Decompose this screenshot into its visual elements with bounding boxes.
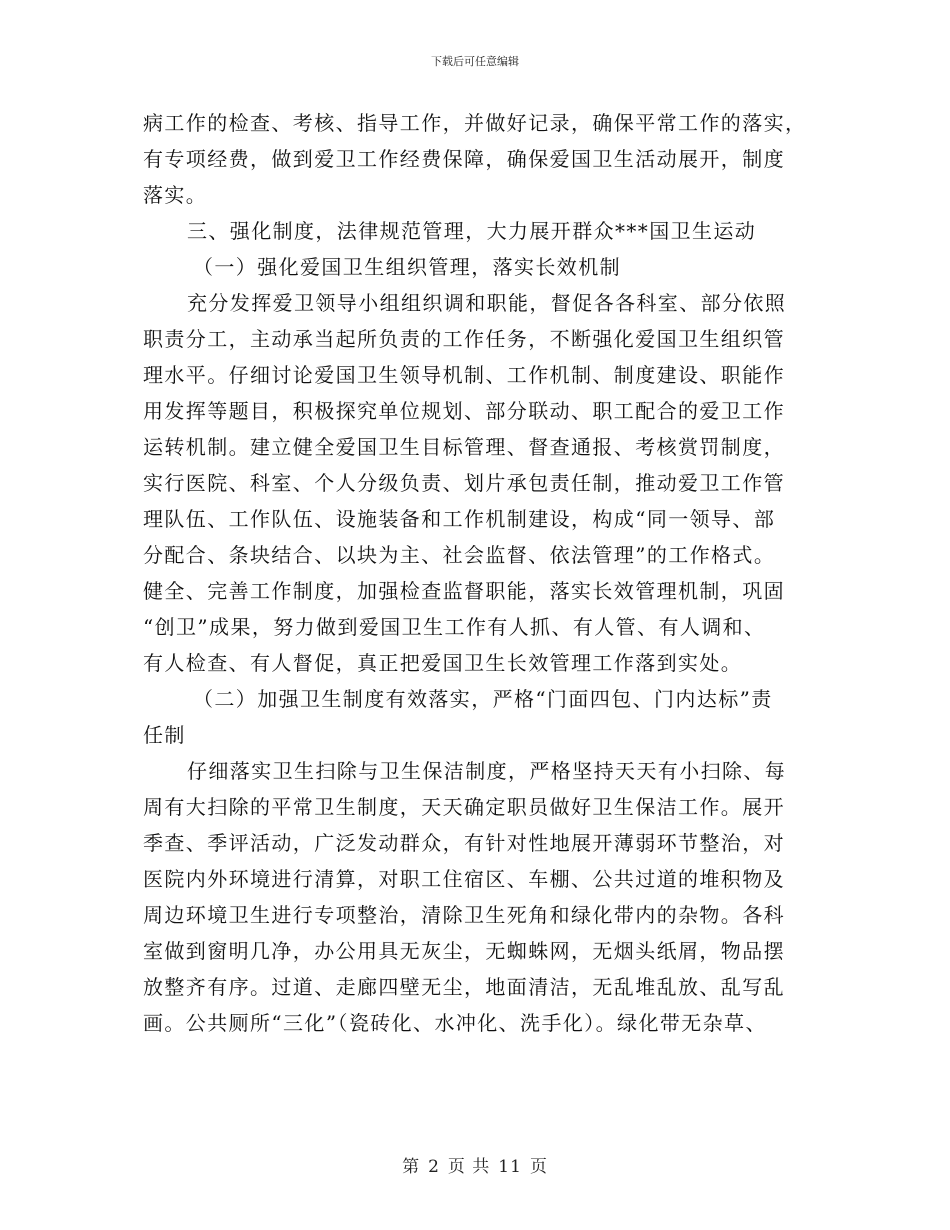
- body-line: 充分发挥爱卫领导小组组织调和职能，督促各各科室、部分依照: [187, 291, 787, 315]
- document-body: [143, 105, 807, 1041]
- body-line: 分配合、条块结合、以块为主、社会监督、依法管理”的工作格式。: [143, 543, 776, 567]
- body-line: 用发挥等题目，积极探究单位规划、部分联动、职工配合的爱卫工作: [143, 399, 785, 423]
- body-line: 运转机制。建立健全爱国卫生目标管理、督查通报、考核赏罚制度，: [143, 435, 785, 459]
- body-line: 落实。: [143, 183, 208, 207]
- body-line: 有人检查、有人督促，真正把爱国卫生长效管理工作落到实处。: [143, 651, 743, 675]
- subsection-heading-continued: 任制: [143, 723, 186, 747]
- body-line: 理队伍、工作队伍、设施装备和工作机制建设，构成“同一领导、部: [143, 507, 776, 531]
- body-line: 职责分工，主动承当起所负责的工作任务，不断强化爱国卫生组织管: [143, 327, 785, 351]
- page-total: 11: [498, 1157, 522, 1177]
- body-line: 仔细落实卫生扫除与卫生保洁制度，严格坚持天天有小扫除、每: [187, 759, 787, 783]
- body-line: 画。公共厕所“三化”（瓷砖化、水冲化、洗手化）。绿化带无杂草、: [143, 1011, 767, 1035]
- body-line: 病工作的检查、考核、指导工作，并做好记录，确保平常工作的落实，: [143, 111, 807, 135]
- page-footer: [0, 1152, 950, 1177]
- body-line: 放整齐有序。过道、走廊四壁无尘，地面清洁，无乱堆乱放、乱写乱: [143, 975, 785, 999]
- body-line: 室做到窗明几净，办公用具无灰尘，无蜘蛛网，无烟头纸屑，物品摆: [143, 939, 785, 963]
- body-line: 周有大扫除的平常卫生制度，天天确定职员做好卫生保洁工作。展开: [143, 795, 785, 819]
- section-heading: 三、强化制度，法律规范管理，大力展开群众***国卫生运动: [187, 219, 757, 243]
- page-footer-middle: 页 共: [447, 1157, 491, 1177]
- page-footer-prefix: 第: [402, 1157, 421, 1177]
- body-line: 实行医院、科室、个人分级负责、划片承包责任制，推动爱卫工作管: [143, 471, 785, 495]
- body-line: 理水平。仔细讨论爱国卫生领导机制、工作机制、制度建设、职能作: [143, 363, 785, 387]
- subsection-heading: （一）强化爱国卫生组织管理，落实长效机制: [193, 255, 621, 279]
- body-line: 医院内外环境进行清算，对职工住宿区、车棚、公共过道的堆积物及: [143, 867, 785, 891]
- body-line: 有专项经费，做到爱卫工作经费保障，确保爱国卫生活动展开，制度: [143, 147, 785, 171]
- subsection-heading: （二）加强卫生制度有效落实，严格“门面四包、门内达标”责: [193, 687, 773, 711]
- body-line: 周边环境卫生进行专项整治，清除卫生死角和绿化带内的杂物。各科: [143, 903, 785, 927]
- page-header: 下载后可任意编辑: [431, 55, 519, 68]
- page-number: 2: [428, 1157, 440, 1177]
- page-footer-suffix: 页: [529, 1157, 548, 1177]
- body-line: “创卫”成果，努力做到爱国卫生工作有人抓、有人管、有人调和、: [143, 615, 766, 639]
- body-line: 季查、季评活动，广泛发动群众，有针对性地展开薄弱环节整治，对: [143, 831, 785, 855]
- body-line: 健全、完善工作制度，加强检查监督职能，落实长效管理机制，巩固: [143, 579, 785, 603]
